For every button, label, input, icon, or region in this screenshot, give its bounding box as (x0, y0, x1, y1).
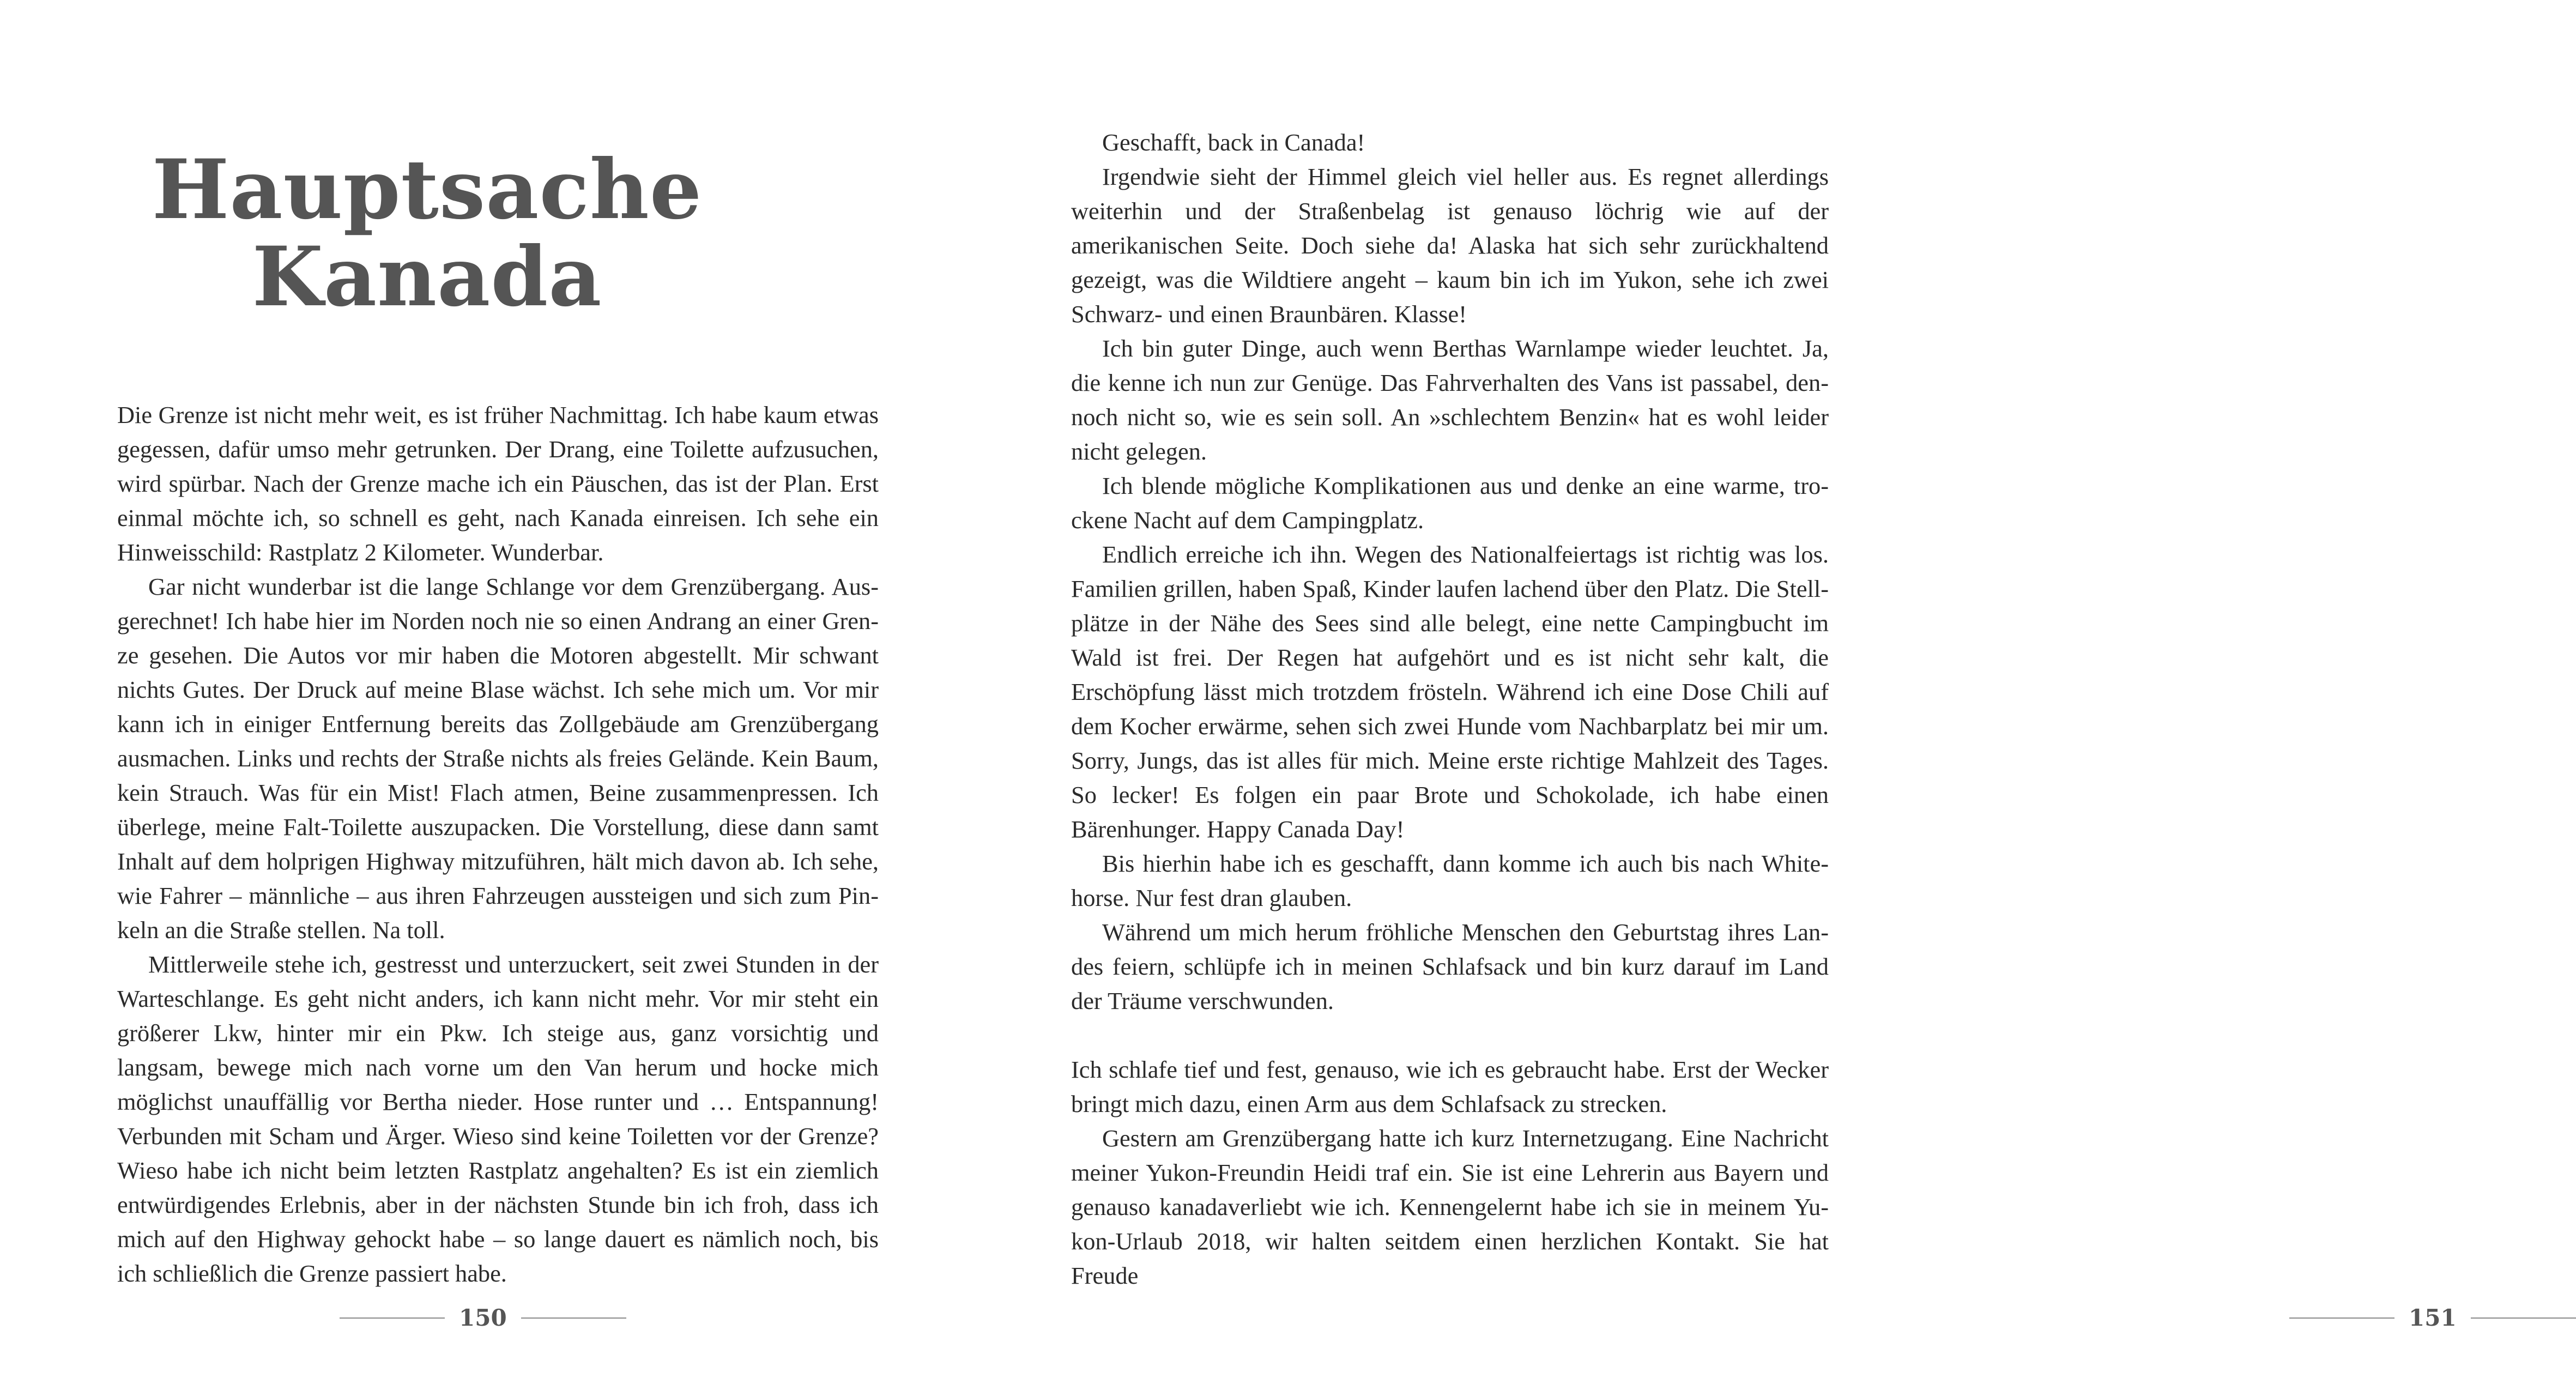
left-page (0, 0, 965, 1384)
page-number-footer (340, 1302, 626, 1334)
footer-rule-left (340, 1317, 445, 1319)
page-number: 150 (459, 1304, 507, 1331)
right-body-text (1071, 125, 1829, 1293)
page-number: 151 (2409, 1304, 2457, 1331)
chapter-title-line-2: Kanada (252, 229, 602, 325)
chapter-title-line-1: Hauptsache (152, 142, 703, 238)
footer-rule-right (2471, 1317, 2576, 1319)
paragraph: Irgendwie sieht der Himmel gleich viel heller aus. Es regnet allerdings weiterhin und der Straßenbelag ist genauso löchrig wie auf der amerikanischen Seite. Doch siehe da! Alaska hat sich sehr zurückhaltend gezeigt, was die Wildtiere angeht – kaum bin ich im Yukon, sehe ich zwei Schwarz- und einen Braunbären. Klasse! (1071, 163, 1829, 328)
chapter-title (117, 142, 737, 325)
paragraph: Bis hierhin habe ich es geschafft, dann komme ich auch bis nach Whitehorse. Nur fest dran glauben. (1071, 850, 1829, 911)
footer-rule-left (2289, 1317, 2394, 1319)
paragraph: Ich bin guter Dinge, auch wenn Berthas Warnlampe wieder leuchtet. Ja, die kenne ich nun zur Genüge. Das Fahrverhalten des Vans ist passabel, dennoch nicht so, wie es sein soll. An »schlechtem Benzin« hat es wohl leider nicht gelegen. (1071, 335, 1829, 465)
right-page (965, 0, 2457, 1384)
page-number-footer (2289, 1302, 2576, 1334)
paragraph: Während um mich herum fröhliche Menschen den Geburtstag ihres Landes feiern, schlüpfe ich in meinen Schlafsack und bin kurz darauf im Land der Träume verschwunden. (1071, 918, 1829, 1014)
left-body-text (117, 398, 879, 1291)
paragraph: Ich blende mögliche Komplikationen aus und denke an eine warme, trockene Nacht auf dem Campingplatz. (1071, 472, 1829, 534)
paragraph: Ich schlafe tief und fest, genauso, wie ich es gebraucht habe. Erst der Wecker bringt mich dazu, einen Arm aus dem Schlafsack zu strecken. (1071, 1056, 1829, 1117)
paragraph: Geschafft, back in Canada! (1102, 129, 1365, 156)
paragraph: Gestern am Grenzübergang hatte ich kurz Internetzugang. Eine Nachricht meiner Yukon-Freundin Heidi traf ein. Sie ist eine Lehrerin aus Bayern und genauso kanadaverliebt wie ich. Kennengelernt habe ich sie in meinem Yukon-Urlaub 2018, wir halten seitdem einen herzlichen Kontakt. Sie hat Freude (1071, 1125, 1829, 1289)
paragraph: Endlich erreiche ich ihn. Wegen des Nationalfeiertags ist richtig was los. Familien grillen, haben Spaß, Kinder laufen lachend über den Platz. Die Stellplätze in der Nähe des Sees sind alle belegt, eine nette Campingbucht im Wald ist frei. Der Regen hat aufgehört und es ist nicht sehr kalt, die Erschöpfung lässt mich trotzdem frösteln. Während ich eine Dose Chili auf dem Kocher erwärme, sehen sich zwei Hunde vom Nachbarplatz bei mir um. Sorry, Jungs, das ist alles für mich. Meine erste richtige Mahlzeit des Tages. So lecker! Es folgen ein paar Brote und Schokolade, ich habe einen Bärenhunger. Happy Canada Day! (1071, 541, 1829, 843)
paragraph: Die Grenze ist nicht mehr weit, es ist früher Nachmittag. Ich habe kaum etwas gegessen, dafür umso mehr getrunken. Der Drang, eine Toilette aufzusuchen, wird spürbar. Nach der Grenze mache ich ein Päuschen, das ist der Plan. Erst einmal möchte ich, so schnell es geht, nach Kanada einreisen. Ich sehe ein Hinweisschild: Rastplatz 2 Kilometer. Wunderbar. (117, 401, 879, 566)
paragraph: Mittlerweile stehe ich, gestresst und unterzuckert, seit zwei Stunden in der Warteschlange. Es geht nicht anders, ich kann nicht mehr. Vor mir steht ein größerer Lkw, hinter mir ein Pkw. Ich steige aus, ganz vorsichtig und langsam, bewege mich nach vorne um den Van herum und hocke mich möglichst unauffällig vor Bertha nieder. Hose runter und … Entspannung! Verbunden mit Scham und Ärger. Wieso sind keine Toiletten vor der Grenze? Wieso habe ich nicht beim letzten Rastplatz angehalten? Es ist ein ziemlich entwürdigendes Erlebnis, aber in der nächsten Stunde bin ich froh, dass ich mich auf den Highway gehockt habe – so lange dauert es nämlich noch, bis ich schließlich die Grenze passiert habe. (117, 951, 879, 1287)
footer-rule-right (521, 1317, 626, 1319)
paragraph: Gar nicht wunderbar ist die lange Schlange vor dem Grenzübergang. Ausgerechnet! Ich habe hier im Norden noch nie so einen Andrang an einer Grenze gesehen. Die Autos vor mir haben die Motoren abgestellt. Mir schwant nichts Gutes. Der Druck auf meine Blase wächst. Ich sehe mich um. Vor mir kann ich in einiger Entfernung bereits das Zollgebäude am Grenzübergang ausmachen. Links und rechts der Straße nichts als freies Gelände. Kein Baum, kein Strauch. Was für ein Mist! Flach atmen, Beine zusammenpressen. Ich überlege, meine Falt-Toilette auszupacken. Die Vorstellung, diese dann samt Inhalt auf dem holprigen Highway mitzuführen, hält mich davon ab. Ich sehe, wie Fahrer – männliche – aus ihren Fahrzeugen aussteigen und sich zum Pinkeln an die Straße stellen. Na toll. (117, 573, 879, 944)
